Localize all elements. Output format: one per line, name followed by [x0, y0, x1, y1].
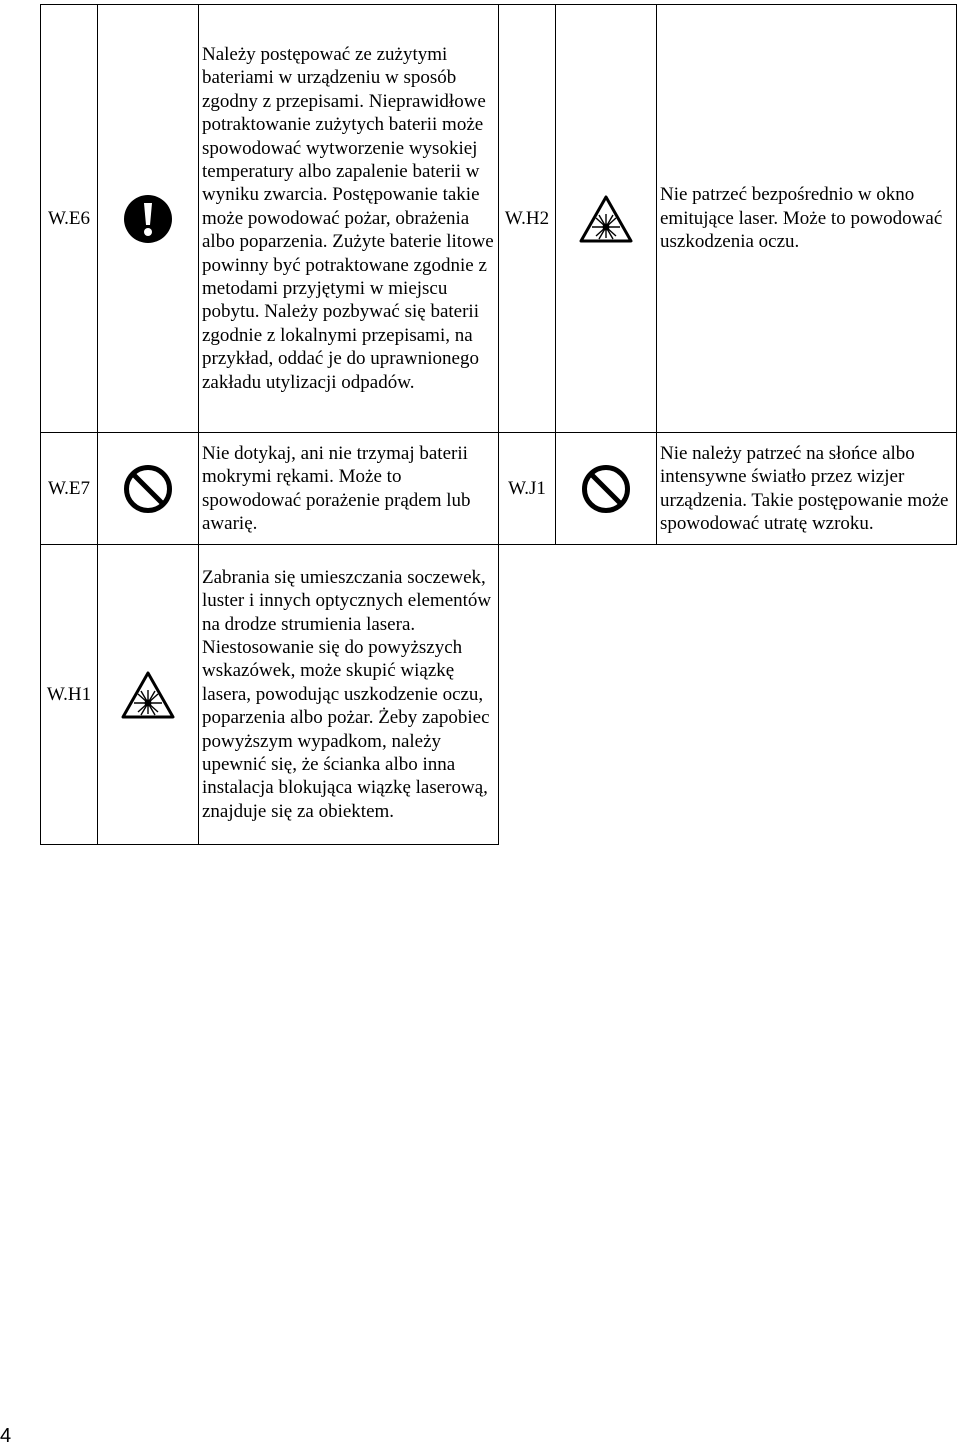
warnings-table-left	[40, 4, 499, 845]
warning-symbol-cell	[556, 5, 657, 433]
warning-code: W.H2	[499, 5, 556, 433]
warning-symbol-cell	[98, 433, 199, 545]
warning-text: Należy postępować ze zużytymi bateriami w urządzeniu w sposób zgodny z przepisami. Nieprawidłowe potraktowanie zużytych baterii może spowodować wytworzenie wysokiej temperatury albo zapalenie baterii w wyniku zwarcia. Postępowanie takie może powodować pożar, obrażenia albo poparzenia. Zużyte baterie litowe powinny być potraktowane zgodnie z metodami przyjętymi w miejscu pobytu. Należy pozbywać się baterii zgodnie z lokalnymi przepisami, na przykład, oddać je do uprawnionego zakładu utylizacji odpadów.	[199, 5, 499, 433]
laser-warning-icon	[556, 194, 656, 244]
warning-row-e7	[41, 433, 499, 545]
warning-symbol-cell	[556, 433, 657, 545]
warning-row-h1	[41, 545, 499, 845]
warning-code: W.J1	[499, 433, 556, 545]
warning-text: Zabrania się umieszczania soczewek, luster i innych optycznych elementów na drodze strumienia lasera. Niestosowanie się do powyższych wskazówek, może skupić wiązkę lasera, powodując uszkodzenie oczu, poparzenia albo pożar. Żeby zapobiec powyższym wypadkom, należy upewnić się, że ścianka albo inna instalacja blokująca wiązkę laserową, znajduje się za obiektem.	[199, 545, 499, 845]
warning-code: W.E6	[41, 5, 98, 433]
warning-text: Nie dotykaj, ani nie trzymaj baterii mokrymi rękami. Może to spowodować porażenie prądem lub awarię.	[199, 433, 499, 545]
warnings-table-right	[498, 4, 957, 545]
warning-symbol-cell	[98, 545, 199, 845]
warning-code: W.E7	[41, 433, 98, 545]
page-number: 4	[0, 1425, 12, 1447]
warning-row-e6	[41, 5, 499, 433]
exclamation-icon	[98, 194, 198, 244]
warning-symbol-cell	[98, 5, 199, 433]
warning-text: Nie patrzeć bezpośrednio w okno emitujące laser. Może to powodować uszkodzenia oczu.	[657, 5, 957, 433]
prohibition-icon	[98, 464, 198, 514]
laser-warning-icon	[98, 670, 198, 720]
warning-row-j1	[499, 433, 957, 545]
prohibition-icon	[556, 464, 656, 514]
warning-text: Nie należy patrzeć na słońce albo intensywne światło przez wizjer urządzenia. Takie postępowanie może spowodować utratę wzroku.	[657, 433, 957, 545]
warning-row-h2	[499, 5, 957, 433]
warning-code: W.H1	[41, 545, 98, 845]
